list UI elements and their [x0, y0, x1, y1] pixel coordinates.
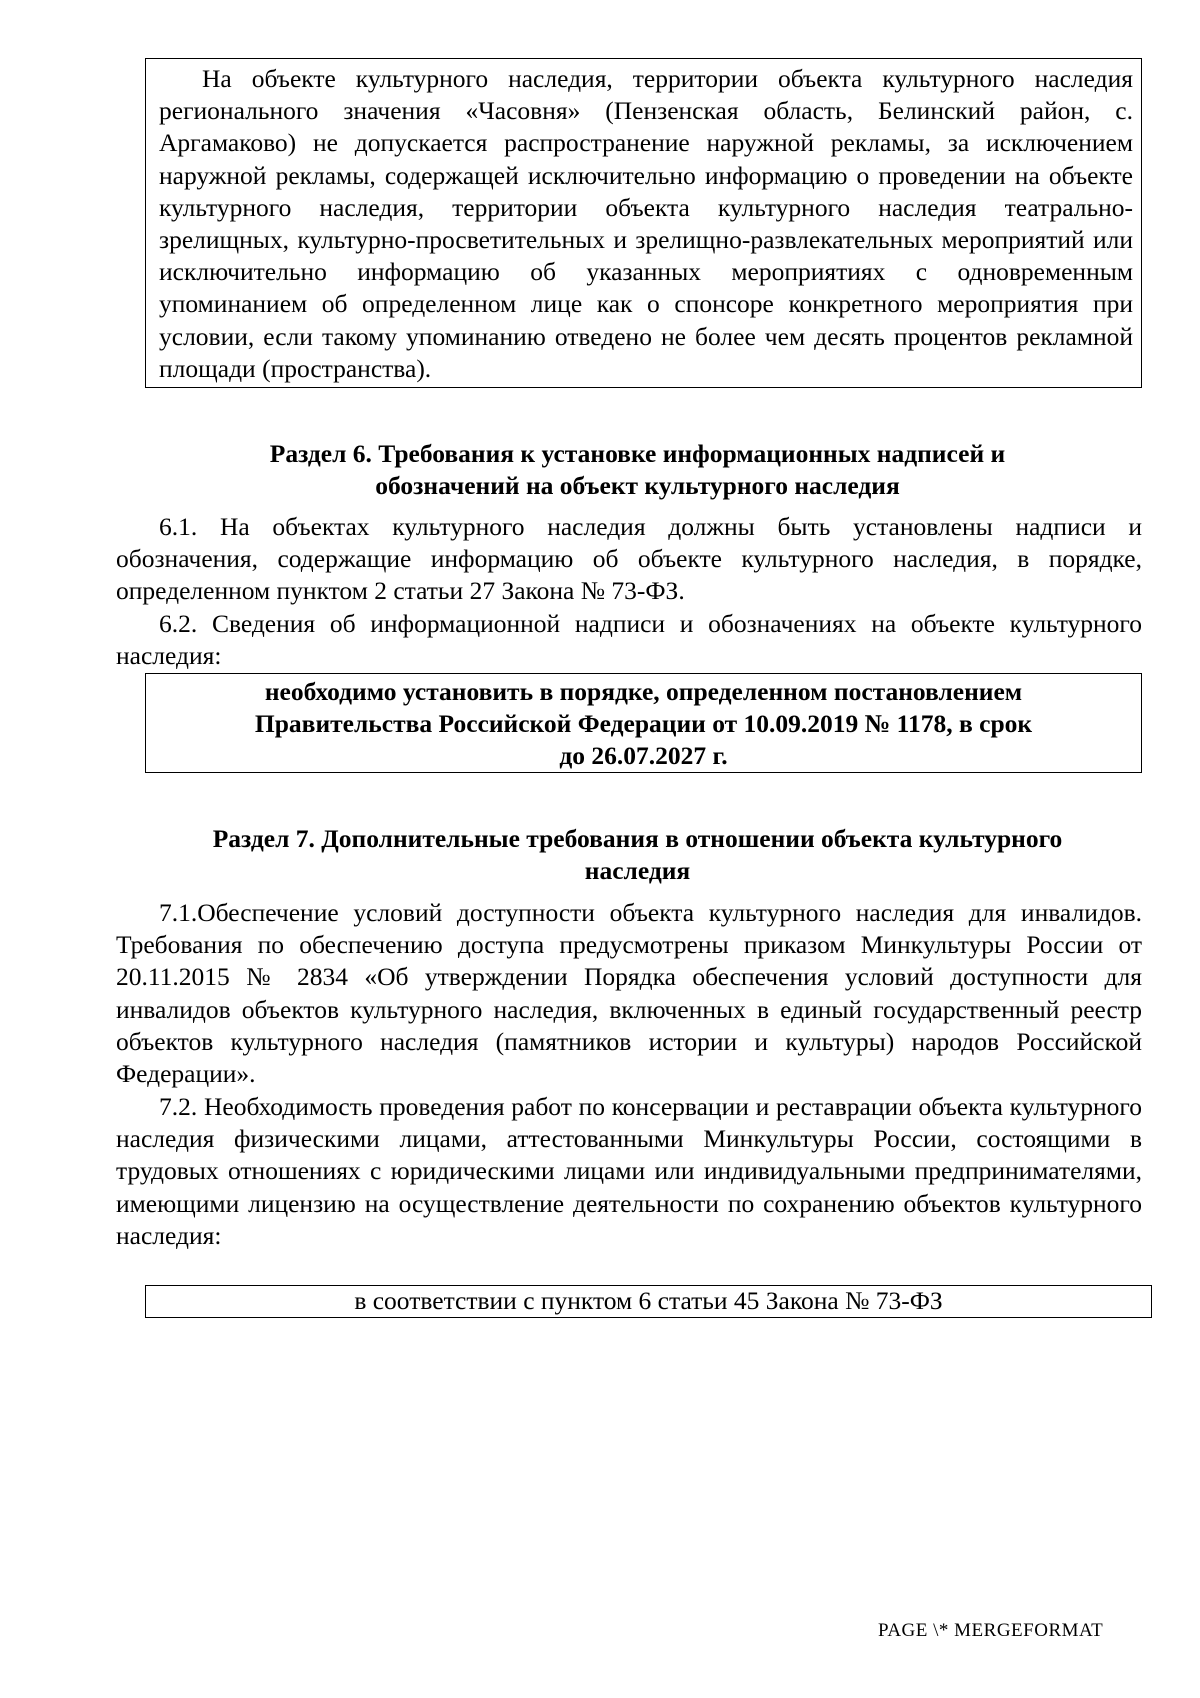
page-number-field: PAGE \* MERGEFORMAT	[878, 1620, 1104, 1641]
advertising-restriction-text: На объекте культурного наследия, территории объекта культурного наследия регионального значения «Часовня» (Пензенская область, Белинский район, с. Аргамаково) не допускается распространение наружной рекламы, за исключением наружной рекламы, содержащей исключительно информацию о проведении на объекте культурного наследия, территории объекта культурного наследия театрально-зрелищных, культурно-просветительных и зрелищно-развлекательных мероприятий или исключительно информацию об указанных мероприятиях с одновременным упоминанием об определенном лице как о спонсоре конкретного мероприятия при условии, если такому упоминанию отведено не более чем десять процентов рекламной площади (пространства).	[159, 64, 1133, 383]
section-6-box-line-1: необходимо установить в порядке, определенном постановлением	[264, 677, 1023, 706]
section-7-heading-line-2: наследия	[584, 856, 691, 885]
section-6-requirement-box	[145, 673, 1142, 773]
section-7-heading	[145, 823, 1130, 887]
paragraph-6-1: 6.1. На объектах культурного наследия должны быть установлены надписи и обозначения, содержащие информацию об объекте культурного наследия, в порядке, определенном пунктом 2 статьи 27 Закона № 73-ФЗ.	[116, 512, 1142, 606]
section-6-heading	[145, 438, 1130, 502]
paragraph-7-2: 7.2. Необходимость проведения работ по консервации и реставрации объекта культурного наследия физическими лицами, аттестованными Минкультуры России, состоящими в трудовых отношениях с юридическими лицами или индивидуальными предпринимателями, имеющими лицензию на осуществление деятельности по сохранению объектов культурного наследия:	[116, 1092, 1142, 1250]
section-7-box-text: в соответствии с пунктом 6 статьи 45 Закона № 73-ФЗ	[354, 1286, 943, 1315]
section-6-box-line-3: до 26.07.2027 г.	[559, 741, 728, 770]
advertising-restriction-box	[145, 58, 1142, 388]
section-6-heading-line-1: Раздел 6. Требования к установке информационных надписей и	[269, 439, 1006, 468]
section-6-heading-line-2: обозначений на объект культурного наследия	[375, 471, 900, 500]
section-7-heading-line-1: Раздел 7. Дополнительные требования в отношении объекта культурного	[212, 824, 1063, 853]
section-6-box-line-2: Правительства Российской Федерации от 10.09.2019 № 1178, в срок	[254, 709, 1033, 738]
paragraph-6-2: 6.2. Сведения об информационной надписи и обозначениях на объекте культурного наследия:	[116, 609, 1142, 671]
section-7-requirement-box	[145, 1285, 1152, 1318]
paragraph-7-1: 7.1.Обеспечение условий доступности объекта культурного наследия для инвалидов. Требования по обеспечению доступа предусмотрены приказом Минкультуры России от 20.11.2015 № 2834 «Об утверждении Порядка обеспечения условий доступности для инвалидов объектов культурного наследия, включенных в единый государственный реестр объектов культурного наследия (памятников истории и культуры) народов Российской Федерации».	[116, 898, 1142, 1089]
